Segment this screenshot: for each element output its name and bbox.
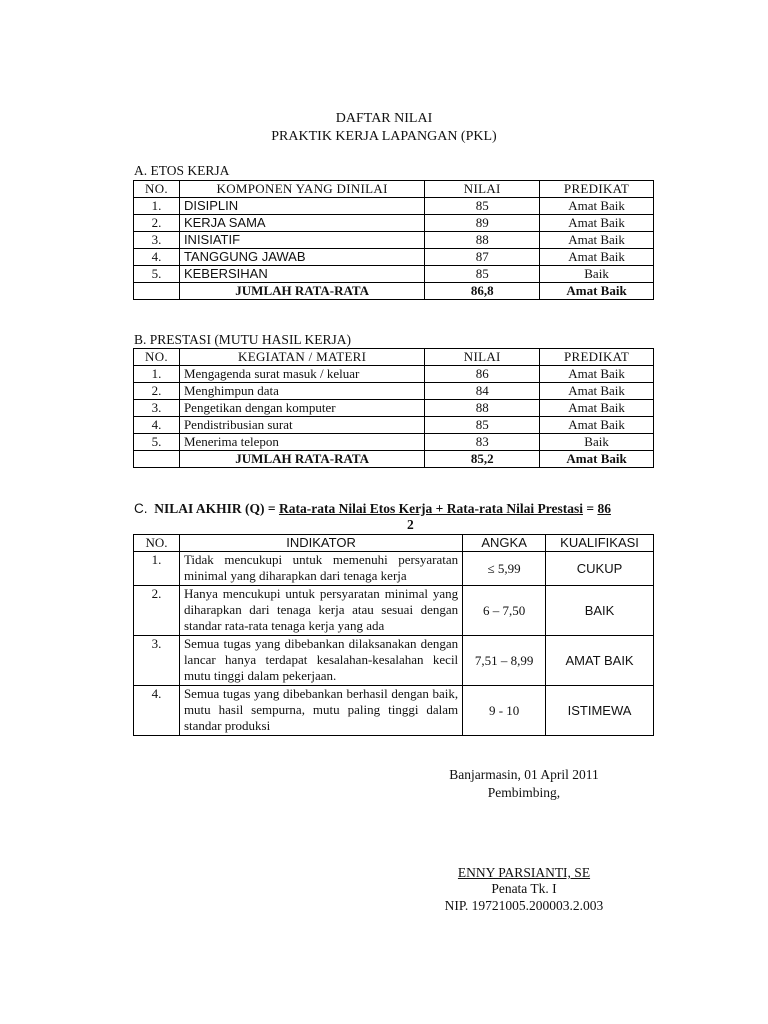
table-header-row xyxy=(134,181,654,198)
row-predikat: Amat Baik xyxy=(540,366,654,383)
row-item: DISIPLIN xyxy=(179,198,424,215)
row-nilai: 86 xyxy=(425,366,540,383)
prestasi-table xyxy=(133,348,654,468)
row-no: 2. xyxy=(134,215,180,232)
table-row xyxy=(134,249,654,266)
header-nilai: NILAI xyxy=(425,349,540,366)
row-predikat: Amat Baik xyxy=(540,383,654,400)
total-row xyxy=(134,283,654,300)
row-item: Pendistribusian surat xyxy=(179,417,424,434)
header-nilai: NILAI xyxy=(425,181,540,198)
row-predikat: Amat Baik xyxy=(540,417,654,434)
row-predikat: Amat Baik xyxy=(540,400,654,417)
total-blank xyxy=(134,283,180,300)
formula-denominator: 2 xyxy=(407,517,414,532)
nilai-akhir-formula xyxy=(134,500,611,518)
row-no: 1. xyxy=(134,552,180,586)
total-label: JUMLAH RATA-RATA xyxy=(179,451,424,468)
row-kualifikasi: ISTIMEWA xyxy=(546,686,654,736)
total-row xyxy=(134,451,654,468)
row-kualifikasi: CUKUP xyxy=(546,552,654,586)
row-predikat: Amat Baik xyxy=(540,215,654,232)
row-nilai: 84 xyxy=(425,383,540,400)
signer-nip: NIP. 19721005.200003.2.003 xyxy=(444,898,604,913)
header-kegiatan: KEGIATAN / MATERI xyxy=(179,349,424,366)
row-item: Mengagenda surat masuk / keluar xyxy=(179,366,424,383)
row-indikator: Tidak mencukupi untuk memenuhi persyaratan minimal yang diharapkan dari tenaga kerja xyxy=(179,552,462,586)
header-predikat: PREDIKAT xyxy=(540,181,654,198)
table-row xyxy=(134,198,654,215)
row-indikator: Semua tugas yang dibebankan dilaksanakan dengan lancar hanya terdapat kesalahan-kesalahan kecil mutu tinggi dalam pekerjaan. xyxy=(179,636,462,686)
row-angka: ≤ 5,99 xyxy=(463,552,546,586)
table-row xyxy=(134,417,654,434)
row-no: 3. xyxy=(134,636,180,686)
table-row xyxy=(134,215,654,232)
indikator-table xyxy=(133,534,654,736)
row-nilai: 88 xyxy=(425,232,540,249)
section-c-prefix: C. xyxy=(134,501,148,516)
row-nilai: 85 xyxy=(425,198,540,215)
total-nilai: 85,2 xyxy=(425,451,540,468)
header-no: NO. xyxy=(134,535,180,552)
row-no: 1. xyxy=(134,366,180,383)
document-subtitle: PRAKTIK KERJA LAPANGAN (PKL) xyxy=(271,129,497,144)
table-header-row xyxy=(134,349,654,366)
row-no: 4. xyxy=(134,417,180,434)
table-row xyxy=(134,686,654,736)
row-angka: 6 – 7,50 xyxy=(463,586,546,636)
table-row xyxy=(134,400,654,417)
header-no: NO. xyxy=(134,181,180,198)
place-date: Banjarmasin, 01 April 2011 xyxy=(449,767,599,782)
header-komponen: KOMPONEN YANG DINILAI xyxy=(179,181,424,198)
table-header-row xyxy=(134,535,654,552)
section-c-label: NILAI AKHIR (Q) = xyxy=(154,501,279,516)
row-nilai: 85 xyxy=(425,266,540,283)
formula-numerator: Rata-rata Nilai Etos Kerja + Rata-rata Nilai Prestasi xyxy=(278,501,583,516)
row-indikator: Semua tugas yang dibebankan berhasil dengan baik, mutu hasil sempurna, mutu paling tinggi dalam standar produksi xyxy=(179,686,462,736)
row-no: 3. xyxy=(134,400,180,417)
row-indikator: Hanya mencukupi untuk persyaratan minimal yang diharapkan dari tenaga kerja atau sesuai dengan standar rata-rata tenaga kerja yang ada xyxy=(179,586,462,636)
row-item: TANGGUNG JAWAB xyxy=(179,249,424,266)
table-row xyxy=(134,636,654,686)
section-b-title: B. PRESTASI (MUTU HASIL KERJA) xyxy=(134,332,352,347)
row-nilai: 88 xyxy=(425,400,540,417)
total-predikat: Amat Baik xyxy=(540,283,654,300)
section-a-title: A. ETOS KERJA xyxy=(134,163,230,178)
header-predikat: PREDIKAT xyxy=(540,349,654,366)
table-row xyxy=(134,383,654,400)
row-kualifikasi: AMAT BAIK xyxy=(546,636,654,686)
header-no: NO. xyxy=(134,349,180,366)
row-no: 1. xyxy=(134,198,180,215)
row-predikat: Amat Baik xyxy=(540,232,654,249)
row-nilai: 83 xyxy=(425,434,540,451)
formula-equals: = xyxy=(582,501,598,516)
row-predikat: Baik xyxy=(540,266,654,283)
signer-role: Pembimbing, xyxy=(487,785,561,800)
table-row xyxy=(134,266,654,283)
row-item: INISIATIF xyxy=(179,232,424,249)
row-item: KERJA SAMA xyxy=(179,215,424,232)
row-angka: 7,51 – 8,99 xyxy=(463,636,546,686)
row-item: KEBERSIHAN xyxy=(179,266,424,283)
table-row xyxy=(134,232,654,249)
total-nilai: 86,8 xyxy=(425,283,540,300)
row-no: 2. xyxy=(134,586,180,636)
formula-result: 86 xyxy=(597,501,611,516)
row-predikat: Amat Baik xyxy=(540,249,654,266)
signer-rank: Penata Tk. I xyxy=(491,881,557,896)
row-nilai: 87 xyxy=(425,249,540,266)
row-predikat: Amat Baik xyxy=(540,198,654,215)
row-angka: 9 - 10 xyxy=(463,686,546,736)
header-indikator: INDIKATOR xyxy=(179,535,462,552)
etos-kerja-table xyxy=(133,180,654,300)
signer-name-text: ENNY PARSIANTI, SE xyxy=(457,865,591,880)
row-nilai: 85 xyxy=(425,417,540,434)
row-no: 4. xyxy=(134,249,180,266)
row-no: 3. xyxy=(134,232,180,249)
row-no: 5. xyxy=(134,434,180,451)
row-item: Pengetikan dengan komputer xyxy=(179,400,424,417)
total-blank xyxy=(134,451,180,468)
row-item: Menerima telepon xyxy=(179,434,424,451)
table-row xyxy=(134,552,654,586)
header-angka: ANGKA xyxy=(463,535,546,552)
total-predikat: Amat Baik xyxy=(540,451,654,468)
table-row xyxy=(134,366,654,383)
row-kualifikasi: BAIK xyxy=(546,586,654,636)
row-no: 5. xyxy=(134,266,180,283)
table-row xyxy=(134,434,654,451)
total-label: JUMLAH RATA-RATA xyxy=(179,283,424,300)
document-title: DAFTAR NILAI xyxy=(335,111,433,126)
row-no: 2. xyxy=(134,383,180,400)
row-item: Menghimpun data xyxy=(179,383,424,400)
row-nilai: 89 xyxy=(425,215,540,232)
row-predikat: Baik xyxy=(540,434,654,451)
row-no: 4. xyxy=(134,686,180,736)
table-row xyxy=(134,586,654,636)
header-kualifikasi: KUALIFIKASI xyxy=(546,535,654,552)
